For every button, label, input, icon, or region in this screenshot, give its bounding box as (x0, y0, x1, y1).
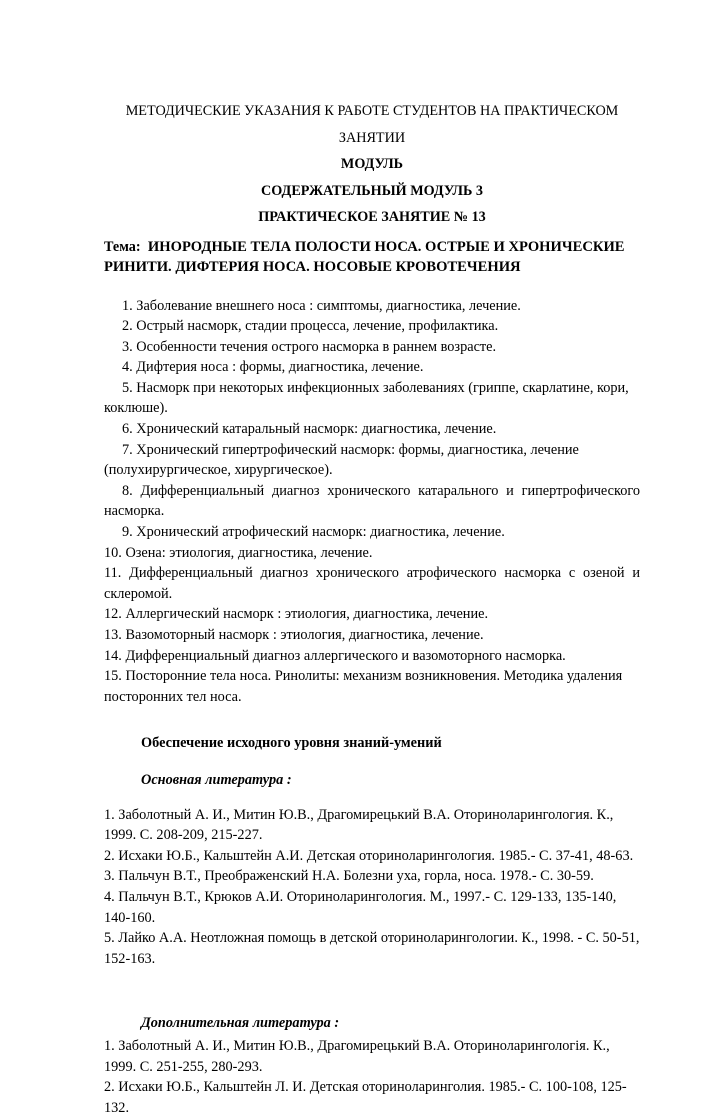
title-block (104, 98, 640, 231)
bibliography-item: 1. Заболотный А. И., Митин Ю.В., Драгомирецький В.А. Оториноларингологія. К., 1999. С. 251-255, 280-293. (104, 1037, 610, 1075)
topic-text: ИНОРОДНЫЕ ТЕЛА ПОЛОСТИ НОСА. ОСТРЫЕ И ХРОНИЧЕСКИЕ РИНИТИ. ДИФТЕРИЯ НОСА. НОСОВЫЕ КРОВОТЕЧЕНИЯ (104, 238, 625, 275)
question-item: 1. Заболевание внешнего носа : симптомы, диагностика, лечение. (122, 297, 521, 314)
question-item: 7. Хронический гипертрофический насморк: формы, диагностика, лечение (полухирургическое, хирургическое). (104, 441, 579, 479)
question-item: 4. Дифтерия носа : формы, диагностика, лечение. (122, 359, 424, 376)
bibliography-item: 2. Исхаки Ю.Б., Кальштейн Л. И. Детская оториноларинголия. 1985.- С. 100-108, 125-132. (104, 1079, 627, 1116)
question-item: 13. Вазомоторный насморк : этиология, диагностика, лечение. (104, 627, 484, 643)
header-line-2: ЗАНЯТИИ (338, 129, 406, 146)
header-line-practical-session: ПРАКТИЧЕСКОЕ ЗАНЯТИЕ № 13 (258, 209, 486, 225)
question-item: 15. Посторонние тела носа. Ринолиты: механизм возникновения. Методика удаления посторонних тел носа. (104, 668, 623, 705)
bibliography-item: 1. Заболотный А. И., Митин Ю.В., Драгомирецький В.А. Оториноларингология. К., 1999. С. 208-209, 215-227. (104, 806, 614, 844)
section-spacer (104, 969, 640, 1013)
question-item: 9. Хронический атрофический насморк: диагностика, лечение. (122, 524, 505, 541)
section-heading-knowledge: Обеспечение исходного уровня знаний-умений (141, 735, 442, 752)
questions-list (104, 296, 640, 708)
subheading-extra-literature: Дополнительная литература : (141, 1015, 340, 1032)
question-item: 5. Насморк при некоторых инфекционных заболеваниях (гриппе, скарлатине, кори, коклюше). (104, 379, 629, 417)
question-item: 3. Особенности течения острого насморка в раннем возрасте. (122, 338, 497, 355)
bibliography-item: 4. Пальчун В.Т., Крюков А.И. Оториноларингология. М., 1997.- С. 129-133, 135-140, 140-160. (104, 888, 617, 926)
bibliography-item: 2. Исхаки Ю.Б., Кальштейн А.И. Детская оториноларингология. 1985.- С. 37-41, 48-63. (104, 847, 634, 864)
question-item: 12. Аллергический насморк : этиология, диагностика, лечение. (104, 606, 489, 623)
header-line-1: МЕТОДИЧЕСКИЕ УКАЗАНИЯ К РАБОТЕ СТУДЕНТОВ НА ПРАКТИЧЕСКОМ (125, 103, 619, 119)
main-literature-list (104, 805, 640, 970)
header-line-module: МОДУЛЬ (340, 156, 404, 172)
question-item: 11. Дифференциальный диагноз хронического атрофического насморка с озеной и склеромой. (104, 565, 640, 602)
question-item: 2. Острый насморк, стадии процесса, лечение, профилактика. (122, 318, 499, 335)
question-item: 10. Озена: этиология, диагностика, лечение. (104, 544, 373, 561)
topic-label: Тема: (104, 238, 141, 255)
subheading-main-literature: Основная литература : (141, 771, 292, 788)
topic-line (104, 237, 640, 278)
bibliography-item: 3. Пальчун В.Т., Преображенский Н.А. Болезни уха, горла, носа. 1978.- С. 30-59. (104, 868, 594, 885)
question-item: 6. Хронический катаральный насморк: диагностика, лечение. (122, 421, 497, 438)
question-item: 14. Дифференциальный диагноз аллергического и вазомоторного насморка. (104, 647, 566, 664)
header-line-content-module: СОДЕРЖАТЕЛЬНЫЙ МОДУЛЬ 3 (260, 182, 483, 199)
extra-literature-list (104, 1036, 640, 1118)
bibliography-item: 5. Лайко А.А. Неотложная помощь в детской оториноларингологии. К., 1998. - С. 50-51, 152-163. (104, 930, 640, 967)
question-item: 8. Дифференциальный диагноз хронического катарального и гипертрофического насморка. (104, 482, 640, 520)
